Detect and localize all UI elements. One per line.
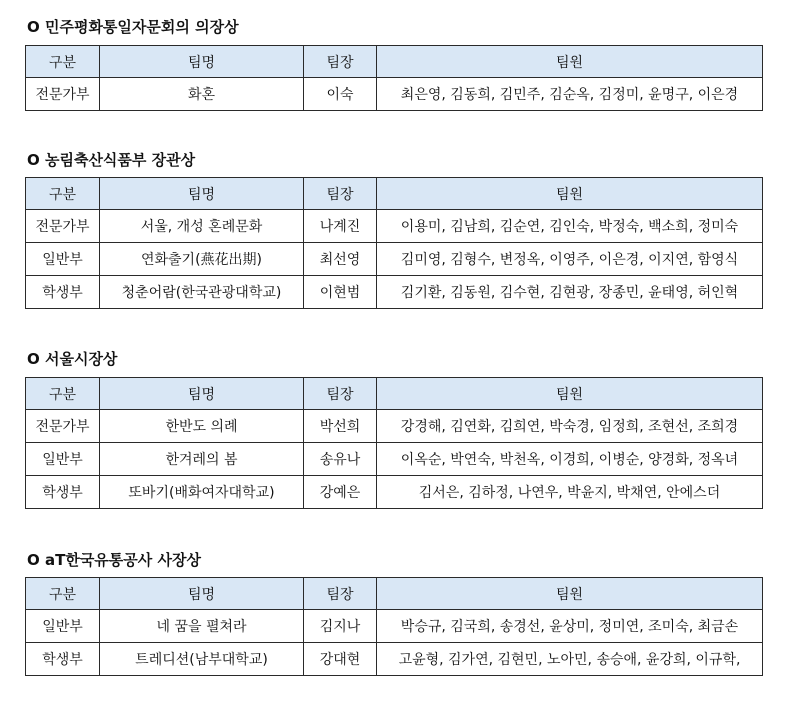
header-team-name: 팀명 <box>100 378 304 410</box>
cell-members: 김서은, 김하정, 나연우, 박윤지, 박채연, 안에스더 <box>377 476 763 509</box>
table-row <box>26 410 763 443</box>
header-members: 팀원 <box>377 46 763 78</box>
header-row <box>26 378 763 410</box>
cell-category: 일반부 <box>26 243 100 276</box>
cell-leader: 김지나 <box>304 610 377 643</box>
section-title: O aT한국유통공사 사장상 <box>27 551 201 569</box>
header-team-name: 팀명 <box>100 578 304 610</box>
cell-leader: 송유나 <box>304 443 377 476</box>
header-leader: 팀장 <box>304 46 377 78</box>
cell-members: 김기환, 김동원, 김수현, 김현광, 장종민, 윤태영, 허인혁 <box>377 276 763 309</box>
table-row <box>26 78 763 111</box>
cell-members: 최은영, 김동희, 김민주, 김순옥, 김정미, 윤명구, 이은경 <box>377 78 763 111</box>
table-row <box>26 476 763 509</box>
cell-leader: 나계진 <box>304 210 377 243</box>
cell-team: 청춘어람(한국관광대학교) <box>100 276 304 309</box>
header-leader: 팀장 <box>304 178 377 210</box>
cell-members: 고윤형, 김가연, 김현민, 노아민, 송승애, 윤강희, 이규학, <box>377 643 763 676</box>
cell-category: 일반부 <box>26 610 100 643</box>
cell-members: 이옥순, 박연숙, 박천옥, 이경희, 이병순, 양경화, 정옥녀 <box>377 443 763 476</box>
cell-leader: 이숙 <box>304 78 377 111</box>
table-row <box>26 210 763 243</box>
header-category: 구분 <box>26 378 100 410</box>
header-row <box>26 178 763 210</box>
cell-team: 네 꿈을 펼쳐라 <box>100 610 304 643</box>
cell-category: 전문가부 <box>26 210 100 243</box>
cell-team: 한겨레의 봄 <box>100 443 304 476</box>
cell-members: 강경해, 김연화, 김희연, 박숙경, 임정희, 조현선, 조희경 <box>377 410 763 443</box>
header-leader: 팀장 <box>304 578 377 610</box>
header-members: 팀원 <box>377 378 763 410</box>
cell-category: 전문가부 <box>26 78 100 111</box>
header-members: 팀원 <box>377 178 763 210</box>
award-table <box>25 377 763 509</box>
cell-team: 한반도 의례 <box>100 410 304 443</box>
header-leader: 팀장 <box>304 378 377 410</box>
cell-team: 연화출기(燕花出期) <box>100 243 304 276</box>
cell-team: 또바기(배화여자대학교) <box>100 476 304 509</box>
cell-category: 학생부 <box>26 476 100 509</box>
award-table <box>25 577 763 676</box>
header-row <box>26 578 763 610</box>
cell-leader: 최선영 <box>304 243 377 276</box>
table-row <box>26 643 763 676</box>
header-category: 구분 <box>26 46 100 78</box>
header-team-name: 팀명 <box>100 46 304 78</box>
section-title: O 서울시장상 <box>27 350 118 368</box>
cell-leader: 강예은 <box>304 476 377 509</box>
cell-leader: 이현범 <box>304 276 377 309</box>
cell-category: 학생부 <box>26 643 100 676</box>
cell-members: 김미영, 김형수, 변정옥, 이영주, 이은경, 이지연, 함영식 <box>377 243 763 276</box>
cell-category: 전문가부 <box>26 410 100 443</box>
table-row <box>26 276 763 309</box>
table-row <box>26 443 763 476</box>
header-members: 팀원 <box>377 578 763 610</box>
header-category: 구분 <box>26 578 100 610</box>
award-table <box>25 177 763 309</box>
cell-team: 트레디션(남부대학교) <box>100 643 304 676</box>
header-row <box>26 46 763 78</box>
cell-team: 화혼 <box>100 78 304 111</box>
cell-members: 이용미, 김남희, 김순연, 김인숙, 박정숙, 백소희, 정미숙 <box>377 210 763 243</box>
cell-category: 학생부 <box>26 276 100 309</box>
award-table <box>25 45 763 111</box>
header-team-name: 팀명 <box>100 178 304 210</box>
cell-category: 일반부 <box>26 443 100 476</box>
cell-leader: 강대현 <box>304 643 377 676</box>
cell-members: 박승규, 김국희, 송경선, 윤상미, 정미연, 조미숙, 최금손 <box>377 610 763 643</box>
cell-leader: 박선희 <box>304 410 377 443</box>
cell-team: 서울, 개성 혼례문화 <box>100 210 304 243</box>
header-category: 구분 <box>26 178 100 210</box>
section-title: O 민주평화통일자문회의 의장상 <box>27 18 239 36</box>
section-title: O 농림축산식품부 장관상 <box>27 151 196 169</box>
table-row <box>26 243 763 276</box>
table-row <box>26 610 763 643</box>
